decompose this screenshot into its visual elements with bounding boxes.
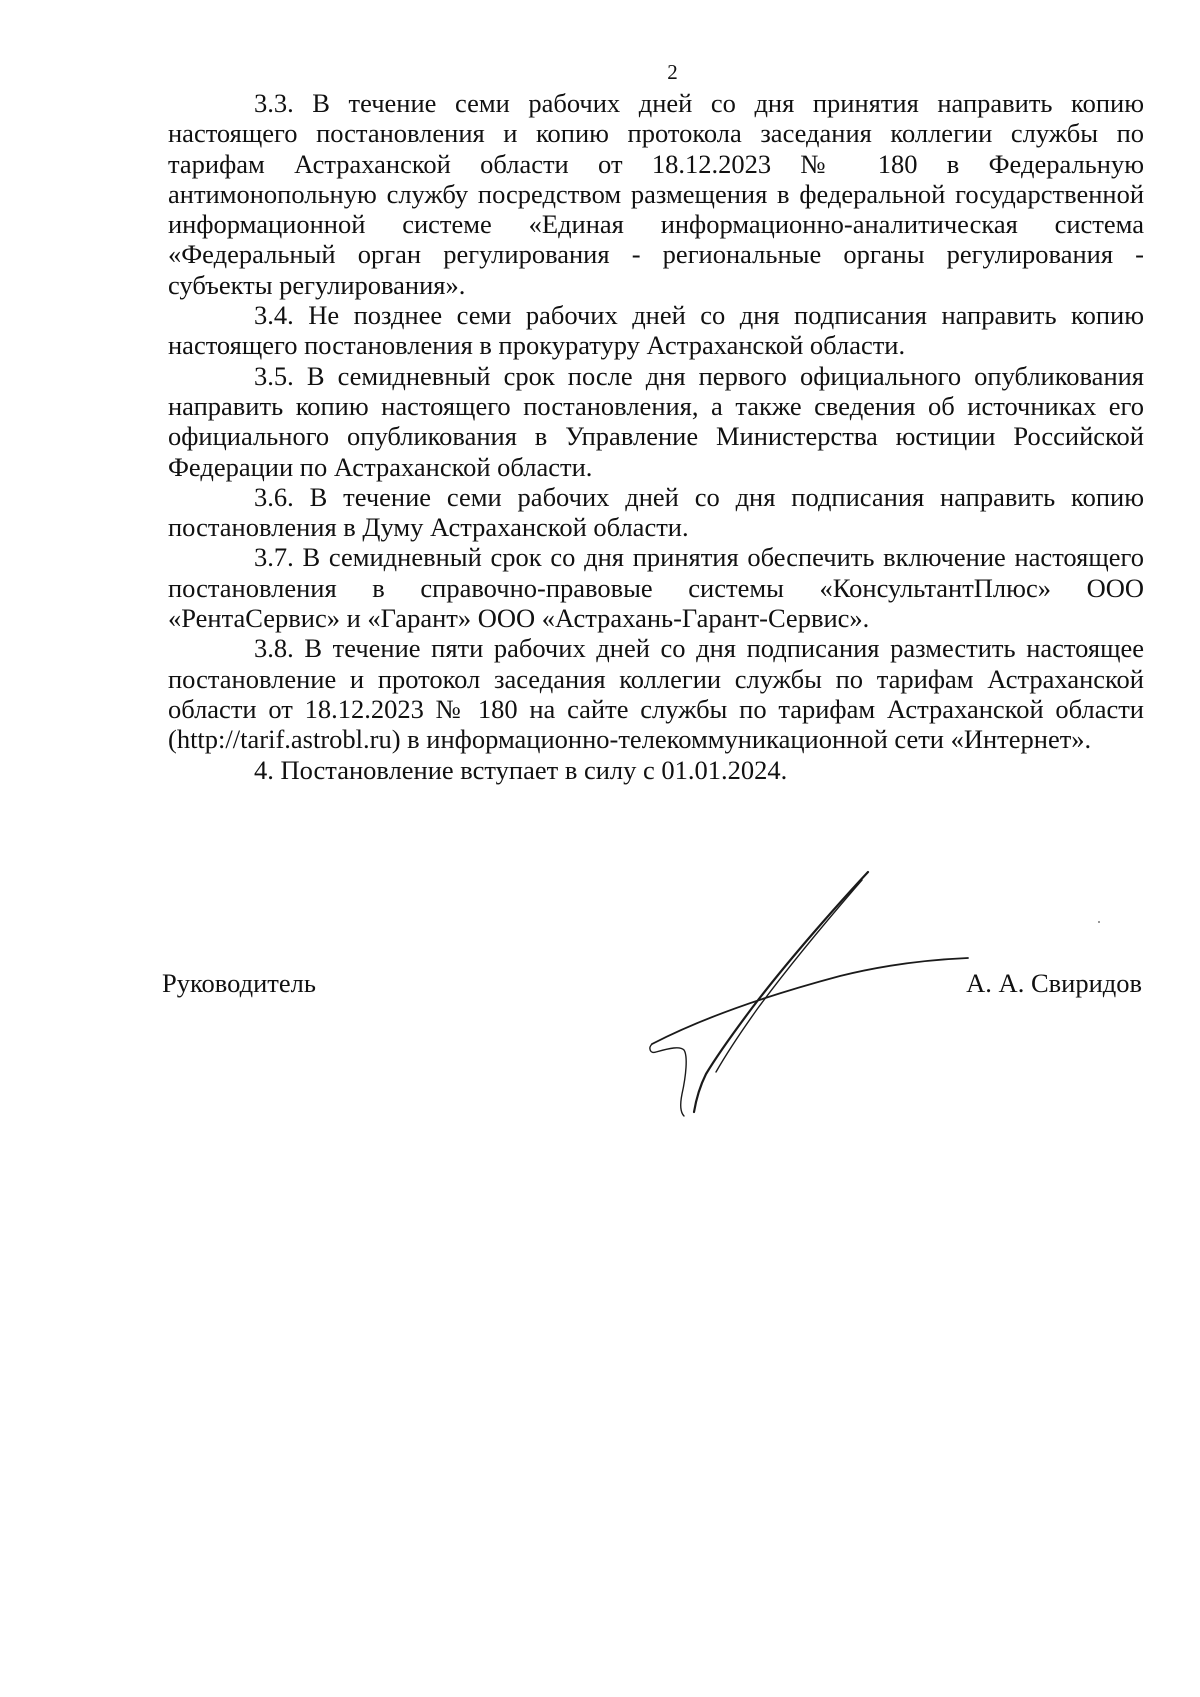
scan-speck xyxy=(1098,921,1100,923)
signature-long-sweep xyxy=(652,958,968,1044)
paragraph-3-3: 3.3. В течение семи рабочих дней со дня принятия направить копию настоящего постановления и копию протокола заседания коллегии службы по тарифам Астраханской области от 18.12.2023 № 180 в Федеральную антимонопольную службу посредством размещения в федеральной государственной информационной системе «Единая информационно-аналитическая система «Федеральный орган регулирования - региональные органы регулирования - субъекты регулирования». xyxy=(168,88,1144,300)
signatory-name: А. А. Свиридов xyxy=(966,968,1142,998)
signatory-position: Руководитель xyxy=(162,968,316,998)
document-body xyxy=(168,88,1144,785)
paragraph-4: 4. Постановление вступает в силу с 01.01.2024. xyxy=(254,754,788,785)
paragraph-3-7: 3.7. В семидневный срок со дня принятия обеспечить включение настоящего постановления в справочно-правовые системы «КонсультантПлюс» ООО «РентаСервис» и «Гарант» ООО «Астрахань-Гарант-Сервис». xyxy=(168,542,1144,634)
paragraph-3-5: 3.5. В семидневный срок после дня первого официального опубликования направить копию настоящего постановления, а также сведения об источниках его официального опубликования в Управление Министерства юстиции Российской Федерации по Астраханской области. xyxy=(168,360,1144,482)
signature-main-stroke xyxy=(694,872,868,1112)
signature-end-hook xyxy=(650,1044,686,1116)
page-number: 2 xyxy=(667,60,678,84)
paragraph-3-8: 3.8. В течение пяти рабочих дней со дня подписания разместить настоящее постановление и протокол заседания коллегии службы по тарифам Астраханской области от 18.12.2023 № 180 на сайте службы по тарифам Астраханской области (http://tarif.astrobl.ru) в информационно-телекоммуникационной сети «Интернет». xyxy=(168,633,1144,755)
paragraph-3-6: 3.6. В течение семи рабочих дней со дня подписания направить копию постановления в Думу Астраханской области. xyxy=(168,481,1144,543)
paragraph-3-4: 3.4. Не позднее семи рабочих дней со дня подписания направить копию настоящего постановления в прокуратуру Астраханской области. xyxy=(168,300,1144,361)
handwritten-signature xyxy=(640,868,980,1128)
